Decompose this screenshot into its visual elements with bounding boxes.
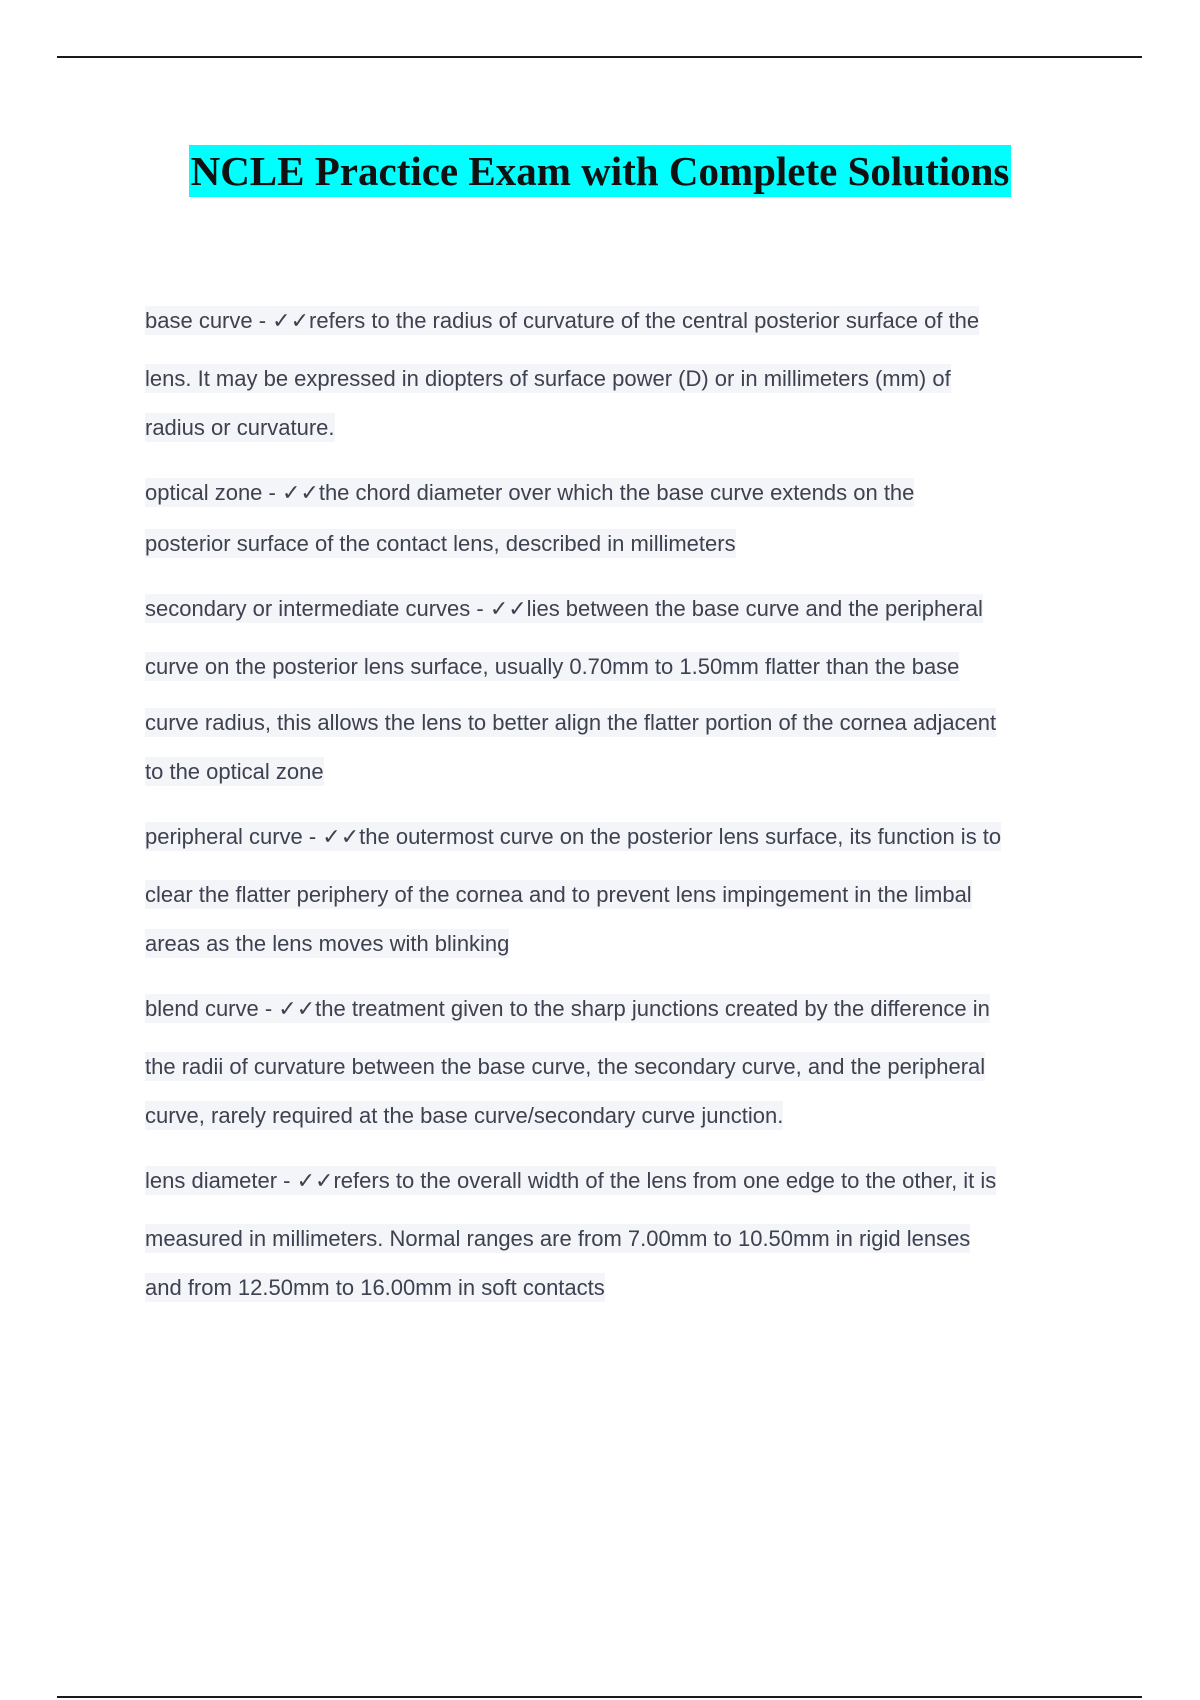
entry-line: base curve - ✓✓refers to the radius of curvature of the central posterior surface of the: [145, 308, 980, 333]
entry-line: areas as the lens moves with blinking: [145, 931, 510, 956]
entry-line: measured in millimeters. Normal ranges are from 7.00mm to 10.50mm in rigid lenses: [145, 1226, 971, 1251]
entry-line: clear the flatter periphery of the cornea and to prevent lens impingement in the limbal: [145, 882, 972, 907]
entry-line: secondary or intermediate curves - ✓✓lies between the base curve and the peripheral: [145, 596, 983, 621]
entry-line: curve on the posterior lens surface, usually 0.70mm to 1.50mm flatter than the base: [145, 654, 960, 679]
entry-line: lens. It may be expressed in diopters of surface power (D) or in millimeters (mm) of: [145, 366, 951, 391]
top-divider: [57, 56, 1142, 58]
entry-line: curve radius, this allows the lens to better align the flatter portion of the cornea adjacent: [145, 710, 997, 735]
entry-line: blend curve - ✓✓the treatment given to the sharp junctions created by the difference in: [145, 996, 990, 1021]
entry-line: the radii of curvature between the base curve, the secondary curve, and the peripheral: [145, 1054, 986, 1079]
term-entry-base-curve: [145, 301, 1090, 473]
flashcard-list: [145, 301, 1090, 1333]
term-entry-peripheral-curve: [145, 817, 1090, 989]
document-title: NCLE Practice Exam with Complete Solutions: [189, 145, 1012, 197]
term-entry-lens-diameter: [145, 1161, 1090, 1333]
entry-line: optical zone - ✓✓the chord diameter over which the base curve extends on the: [145, 480, 915, 505]
entry-line: curve, rarely required at the base curve/secondary curve junction.: [145, 1103, 784, 1128]
entry-line: and from 12.50mm to 16.00mm in soft contacts: [145, 1275, 605, 1300]
bottom-divider: [57, 1696, 1142, 1698]
entry-line: posterior surface of the contact lens, described in millimeters: [145, 531, 736, 556]
term-entry-secondary-curves: [145, 589, 1090, 817]
entry-line: to the optical zone: [145, 759, 324, 784]
title-container: [0, 145, 1200, 197]
entry-line: lens diameter - ✓✓refers to the overall width of the lens from one edge to the other, it is: [145, 1168, 997, 1193]
entry-line: peripheral curve - ✓✓the outermost curve on the posterior lens surface, its function is to: [145, 824, 1002, 849]
term-entry-blend-curve: [145, 989, 1090, 1161]
entry-line: radius or curvature.: [145, 415, 335, 440]
term-entry-optical-zone: [145, 473, 1090, 589]
